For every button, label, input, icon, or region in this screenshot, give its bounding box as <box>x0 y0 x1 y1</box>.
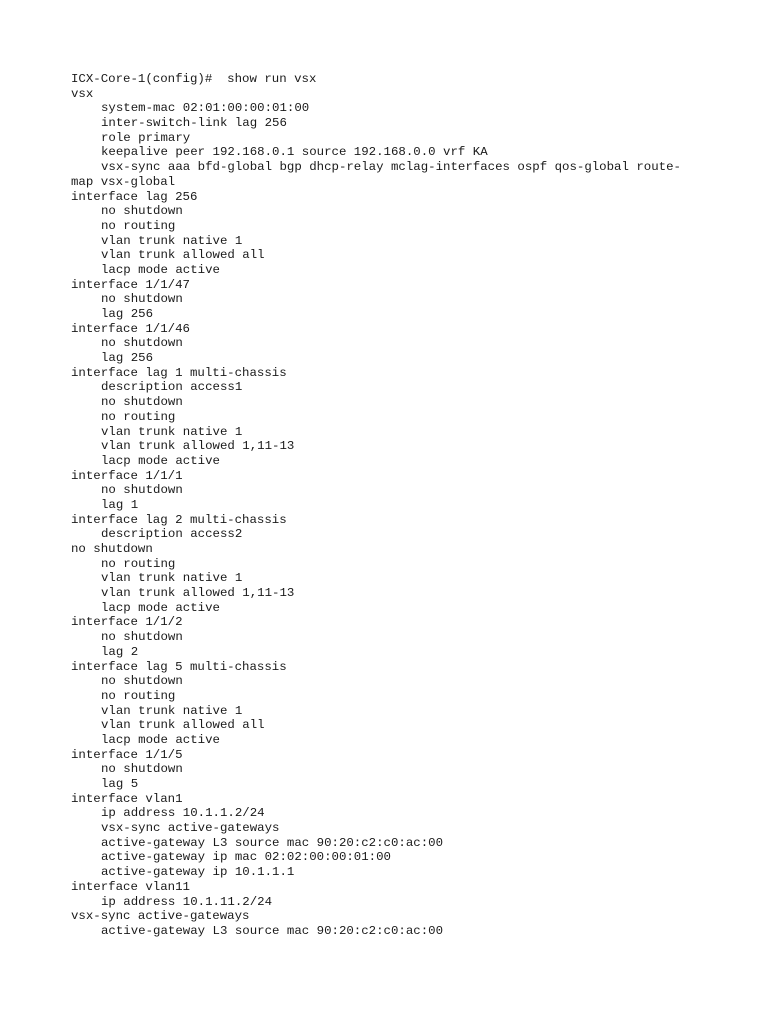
config-line: vlan trunk native 1 <box>101 424 243 439</box>
config-line: system-mac 02:01:00:00:01:00 <box>101 101 310 116</box>
config-line: interface lag 2 multi-chassis <box>71 512 287 527</box>
config-line: no shutdown <box>101 483 183 498</box>
config-line: lacp mode active <box>101 262 220 277</box>
config-line: no routing <box>101 409 176 424</box>
config-line: active-gateway L3 source mac 90:20:c2:c0:ac:00 <box>101 923 444 938</box>
config-line: interface vlan1 <box>71 791 183 806</box>
config-line: lacp mode active <box>101 453 220 468</box>
config-line: vlan trunk native 1 <box>101 703 243 718</box>
config-line: vsx <box>71 86 94 101</box>
config-line: active-gateway ip 10.1.1.1 <box>101 865 295 880</box>
config-line: role primary <box>101 130 191 145</box>
config-line: no shutdown <box>101 762 183 777</box>
config-line: no shutdown <box>101 395 183 410</box>
config-line: lag 2 <box>101 644 139 659</box>
config-line: no shutdown <box>71 542 153 556</box>
config-line: no shutdown <box>101 336 183 351</box>
config-line: no routing <box>101 556 176 571</box>
config-line: interface 1/1/46 <box>71 321 190 336</box>
config-line: no shutdown <box>101 204 183 219</box>
config-line: inter-switch-link lag 256 <box>101 116 287 131</box>
config-line: vlan trunk allowed 1,11-13 <box>101 439 295 454</box>
config-line: vlan trunk native 1 <box>101 233 243 248</box>
config-line: interface vlan11 <box>71 879 190 894</box>
config-line: vlan trunk allowed all <box>101 718 265 733</box>
config-line: vsx-sync active-gateways <box>101 821 280 836</box>
config-line: description access2 <box>101 527 243 542</box>
config-line: ICX-Core-1(config)# show run vsx <box>71 72 317 86</box>
config-line: lacp mode active <box>101 600 220 615</box>
config-line: active-gateway L3 source mac 90:20:c2:c0:ac:00 <box>101 835 444 850</box>
config-line: interface lag 256 <box>71 189 198 204</box>
config-line: map vsx-global <box>71 174 176 189</box>
config-line: ip address 10.1.11.2/24 <box>101 894 273 909</box>
config-line: no shutdown <box>101 292 183 307</box>
config-line: no shutdown <box>101 630 183 645</box>
config-line: active-gateway ip mac 02:02:00:00:01:00 <box>101 850 391 865</box>
config-line: lag 1 <box>101 497 139 512</box>
config-line: interface 1/1/5 <box>71 747 183 762</box>
config-line: vsx-sync active-gateways <box>71 909 250 924</box>
config-line: interface 1/1/47 <box>71 277 190 292</box>
config-line: description access1 <box>101 380 243 395</box>
config-line: interface 1/1/1 <box>71 468 183 483</box>
config-line: lacp mode active <box>101 732 220 747</box>
config-line: lag 256 <box>101 307 154 321</box>
config-line: lag 5 <box>101 777 139 791</box>
config-line: interface 1/1/2 <box>71 615 183 630</box>
config-line: vsx-sync aaa bfd-global bgp dhcp-relay mclag-interfaces ospf qos-global route- <box>101 160 681 175</box>
config-line: lag 256 <box>101 351 154 366</box>
config-line: no routing <box>101 218 176 233</box>
config-line: interface lag 1 multi-chassis <box>71 365 287 380</box>
config-line: ip address 10.1.1.2/24 <box>101 806 265 821</box>
config-line: vlan trunk allowed 1,11-13 <box>101 586 295 601</box>
config-line: interface lag 5 multi-chassis <box>71 659 287 674</box>
config-listing <box>71 72 711 939</box>
config-line: keepalive peer 192.168.0.1 source 192.168.0.0 vrf KA <box>101 145 488 160</box>
config-line: no routing <box>101 688 176 703</box>
config-line: no shutdown <box>101 674 183 689</box>
config-line: vlan trunk allowed all <box>101 248 265 263</box>
config-line: vlan trunk native 1 <box>101 571 243 586</box>
